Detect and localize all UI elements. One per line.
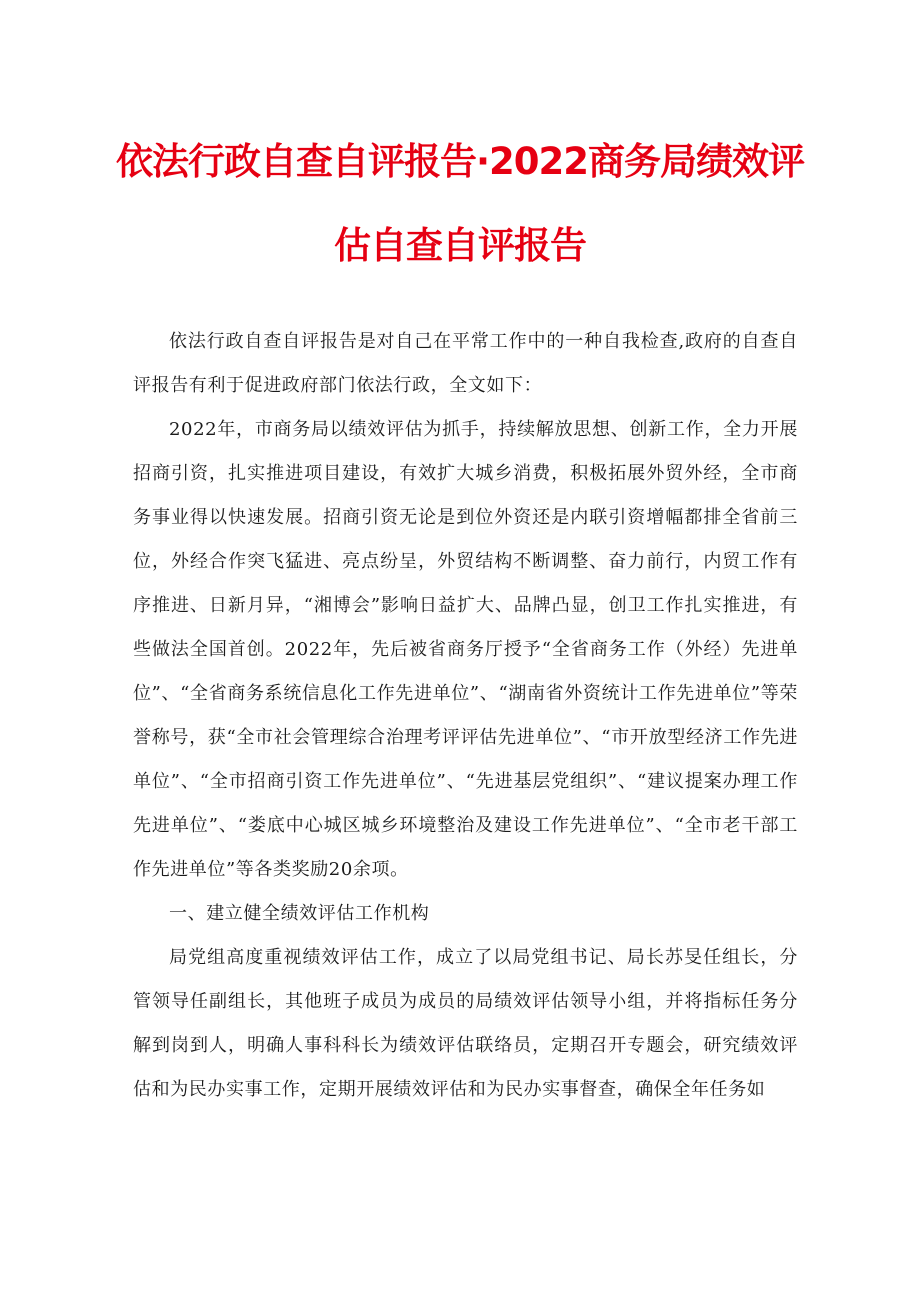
section-heading-1: 一、建立健全绩效评估工作机构	[169, 903, 430, 924]
document-title-line-1: 依法行政自查自评报告·2022商务局绩效评	[115, 140, 805, 183]
paragraph-organization: 局党组高度重视绩效评估工作，成立了以局党组书记、局长苏旻任组长，分管领导任副组长，其他班子成员为成员的局绩效评估领导小组，并将指标任务分解到岗到人，明确人事科科长为绩效评估联络员，定期召开专题会，研究绩效评估和为民办实事工作，定期开展绩效评估和为民办实事督查，确保全年任务如	[133, 947, 798, 1100]
document-title-line-2: 估自查自评报告	[334, 224, 586, 267]
document-body	[133, 320, 798, 1112]
intro-paragraph: 依法行政自查自评报告是对自己在平常工作中的一种自我检查,政府的自查自评报告有利于促进政府部门依法行政，全文如下：	[133, 331, 798, 396]
paragraph-2022-summary: 2022年，市商务局以绩效评估为抓手，持续解放思想、创新工作，全力开展招商引资，扎实推进项目建设，有效扩大城乡消费，积极拓展外贸外经，全市商务事业得以快速发展。招商引资无论是到位外资还是内联引资增幅都排全省前三位，外经合作突飞猛进、亮点纷呈，外贸结构不断调整、奋力前行，内贸工作有序推进、日新月异，“湘博会”影响日益扩大、品牌凸显，创卫工作扎实推进，有些做法全国首创。2022年，先后被省商务厅授予“全省商务工作（外经）先进单位”、“全省商务系统信息化工作先进单位”、“湖南省外资统计工作先进单位”等荣誉称号，获“全市社会管理综合治理考评评估先进单位”、“市开放型经济工作先进单位”、“全市招商引资工作先进单位”、“先进基层党组织”、“建议提案办理工作先进单位”、“娄底中心城区城乡环境整治及建设工作先进单位”、“全市老干部工作先进单位”等各类奖励20余项。	[133, 419, 798, 880]
